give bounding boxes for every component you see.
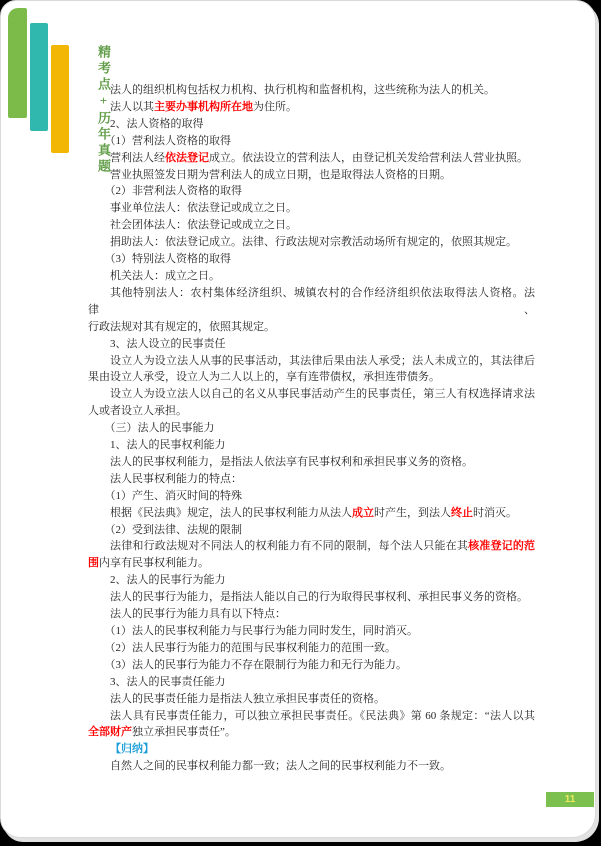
content-area	[88, 82, 535, 775]
body-text: （1）产生、消灭时间的特殊	[104, 489, 242, 502]
text-line	[88, 150, 535, 167]
text-line	[88, 758, 535, 775]
text-line	[88, 420, 535, 437]
highlighted-text: 终止	[451, 506, 473, 519]
body-text: 2、法人的民事行为能力	[110, 574, 226, 587]
body-text: 法人具有民事责任能力，可以独立承担民事责任。《民法典》第 60 条规定：“法人以其	[110, 709, 535, 722]
body-text: 设立人为设立法人以自己的名义从事民事活动产生的民事责任，第三人有权选择请求法	[110, 388, 535, 401]
text-line	[88, 234, 535, 251]
body-text: 法人的组织机构包括权力机构、执行机构和监督机构，这些统称为法人的机关。	[110, 84, 495, 96]
text-line	[88, 353, 535, 370]
text-line	[88, 99, 535, 116]
body-text: 捐助法人：依法登记成立。法律、行政法规对宗教活动场所有规定的，依照其规定。	[110, 236, 517, 249]
text-line	[88, 471, 535, 488]
text-line	[88, 285, 535, 319]
text-line	[88, 217, 535, 234]
body-text: 自然人之间的民事权利能力都一致；法人之间的民事权利能力不一致。	[110, 760, 451, 773]
text-line	[88, 167, 535, 184]
body-text: 1、法人的民事权利能力	[110, 439, 226, 452]
body-text: 法人以其	[110, 100, 154, 113]
highlighted-text: 全部财产	[88, 726, 132, 739]
body-text: 时消灭。	[473, 506, 517, 519]
body-text: 果由设立人承受，设立人为二人以上的，享有连带债权，承担连带债务。	[88, 371, 440, 384]
body-text: 成立。依法设立的营利法人，由登记机关发给营利法人营业执照。	[209, 151, 528, 164]
text-line	[88, 251, 535, 268]
body-text: 法人民事权利能力的特点：	[110, 472, 242, 485]
body-text: 时产生，到法人	[374, 506, 451, 519]
text-line	[88, 589, 535, 606]
highlighted-text: 成立	[352, 506, 374, 519]
body-text: 为住所。	[253, 100, 297, 113]
body-text: （2）非营利法人资格的取得	[104, 185, 242, 198]
body-text: （3）特别法人资格的取得	[104, 253, 231, 266]
sidebar-yellow-bar	[51, 45, 69, 153]
text-line	[88, 437, 535, 454]
body-text: 法律和行政法规对不同法人的权利能力有不同的限制，每个法人只能在其	[110, 540, 469, 553]
text-line	[88, 82, 535, 99]
text-line	[88, 741, 535, 758]
sidebar-vertical-label: 精考点+历年真题	[96, 45, 111, 175]
text-line	[88, 623, 535, 640]
text-line	[88, 336, 535, 353]
text-line	[88, 386, 535, 403]
highlighted-text: 核准登记的范	[468, 540, 536, 553]
body-text: 机关法人：成立之日。	[110, 269, 220, 282]
body-text: 其他特别法人：农村集体经济组织、城镇农村的合作经济组织依法取得法人资格。法律、	[88, 286, 535, 316]
body-text: 法人的民事权利能力，是指法人依法享有民事权利和承担民事义务的资格。	[110, 455, 473, 468]
body-text: 营利法人经	[110, 151, 165, 164]
body-text: 行政法规对其有规定的，依照其规定。	[88, 320, 275, 333]
text-line	[88, 538, 535, 555]
body-text: （3）法人的民事行为能力不存在限制行为能力和无行为能力。	[104, 658, 407, 671]
body-text: 根据《民法典》规定，法人的民事权利能力从法人	[110, 506, 352, 519]
body-text: 营业执照签发日期为营利法人的成立日期，也是取得法人资格的日期。	[110, 168, 451, 181]
body-text: 法人的民事行为能力具有以下特点：	[110, 608, 286, 621]
body-text: 事业单位法人：依法登记或成立之日。	[110, 202, 297, 215]
text-line	[88, 319, 535, 336]
body-text: 设立人为设立法人从事的民事活动，其法律后果由法人承受；法人未成立的，其法律后	[110, 354, 535, 367]
text-line	[88, 183, 535, 200]
text-line	[88, 369, 535, 386]
text-line	[88, 454, 535, 471]
note-heading-text: 【归纳】	[110, 743, 154, 756]
text-line	[88, 606, 535, 623]
body-text: 内享有民事权利能力。	[99, 557, 209, 570]
text-line	[88, 522, 535, 539]
text-line	[88, 572, 535, 589]
text-line	[88, 116, 535, 133]
text-line	[88, 724, 535, 741]
text-line	[88, 640, 535, 657]
body-text: （2）受到法律、法规的限制	[104, 523, 242, 536]
body-text: （1）法人的民事权利能力与民事行为能力同时发生，同时消灭。	[104, 625, 418, 637]
body-text: 独立承担民事责任”。	[132, 726, 236, 739]
body-text: 社会团体法人：依法登记或成立之日。	[110, 219, 297, 232]
text-line	[88, 657, 535, 674]
body-text: 法人的民事责任能力是指法人独立承担民事责任的资格。	[110, 692, 385, 705]
text-line	[88, 488, 535, 505]
page-number-badge: 11	[546, 792, 594, 807]
text-line	[88, 505, 535, 522]
text-line	[88, 708, 535, 725]
body-text: （1）营利法人资格的取得	[104, 134, 231, 147]
highlighted-text: 围	[88, 557, 99, 570]
text-line	[88, 691, 535, 708]
body-text: （三）法人的民事能力	[104, 422, 215, 435]
text-line	[88, 200, 535, 217]
text-line	[88, 268, 535, 285]
text-line	[88, 555, 535, 572]
body-text: 法人的民事行为能力，是指法人能以自己的行为取得民事权利、承担民事义务的资格。	[110, 591, 528, 604]
body-text: （2）法人民事行为能力的范围与民事权利能力的范围一致。	[104, 641, 396, 654]
text-line	[88, 674, 535, 691]
body-text: 人或者设立人承担。	[88, 405, 187, 418]
body-text: 2、法人资格的取得	[110, 117, 204, 130]
highlighted-text: 依法登记	[165, 151, 209, 164]
sidebar-teal-bar	[30, 23, 48, 131]
highlighted-text: 主要办事机构所在地	[154, 100, 253, 113]
text-line	[88, 403, 535, 420]
text-line	[88, 133, 535, 150]
body-text: 3、法人的民事责任能力	[110, 675, 226, 688]
body-text: 3、法人设立的民事责任	[110, 337, 226, 350]
sidebar-green-bar	[8, 8, 27, 118]
